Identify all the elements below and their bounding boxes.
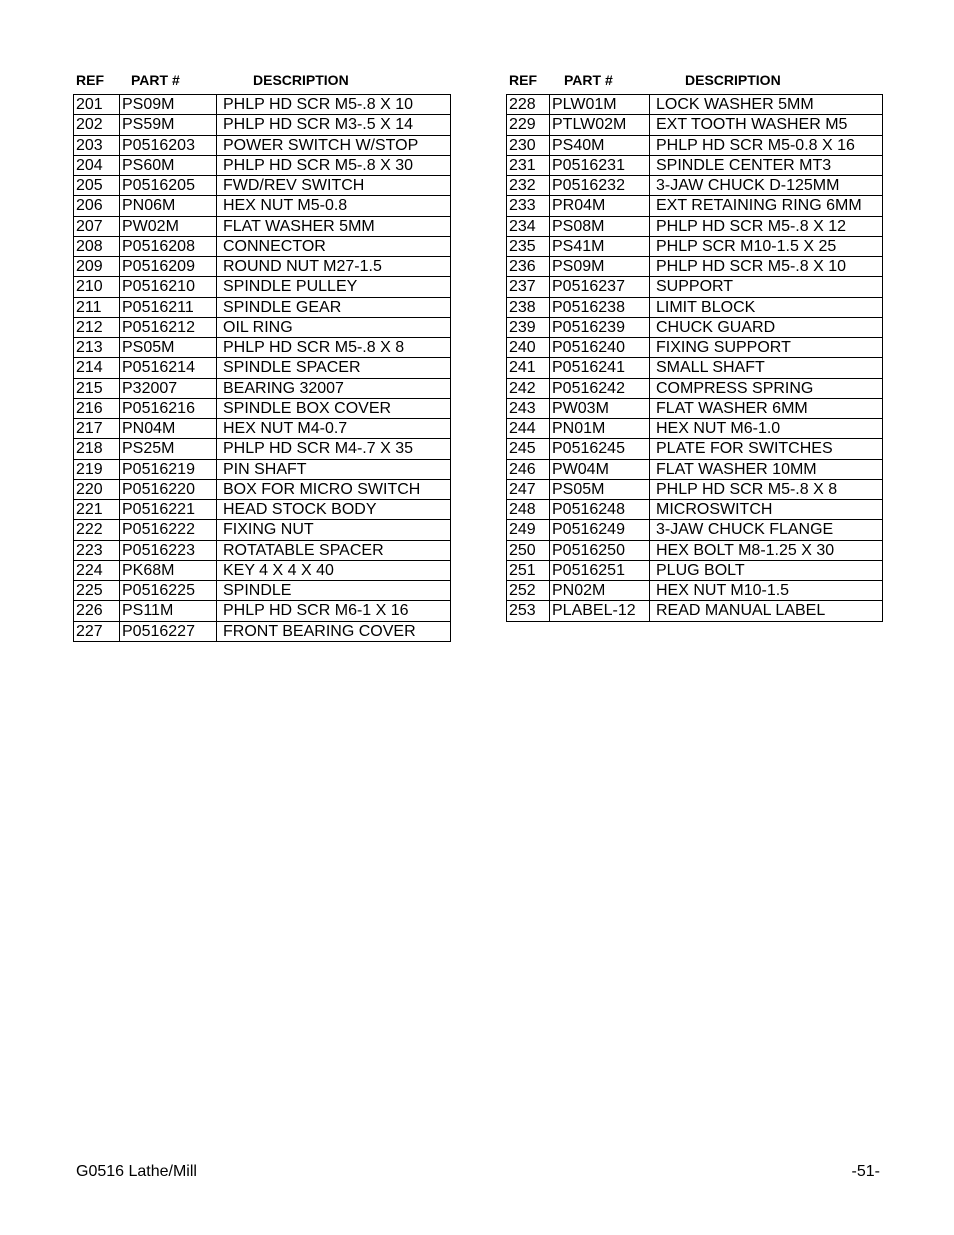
table-row xyxy=(74,419,451,439)
ref-cell: 220 xyxy=(74,479,120,499)
ref-cell: 215 xyxy=(74,378,120,398)
table-row xyxy=(507,216,883,236)
table-row xyxy=(74,621,451,641)
part-number-cell: P0516205 xyxy=(120,176,217,196)
description-cell: HEAD STOCK BODY xyxy=(217,500,451,520)
description-cell: MICROSWITCH xyxy=(650,500,883,520)
table-row xyxy=(507,196,883,216)
description-cell: EXT RETAINING RING 6MM xyxy=(650,196,883,216)
ref-cell: 227 xyxy=(74,621,120,641)
part-number-cell: P0516216 xyxy=(120,398,217,418)
part-number-cell: PTLW02M xyxy=(550,115,650,135)
table-row xyxy=(507,398,883,418)
description-cell: SPINDLE PULLEY xyxy=(217,277,451,297)
table-row xyxy=(507,459,883,479)
table-row xyxy=(507,338,883,358)
table-row xyxy=(74,540,451,560)
table-row xyxy=(74,338,451,358)
parts-table-left xyxy=(73,72,451,642)
description-cell: FIXING SUPPORT xyxy=(650,338,883,358)
table-row xyxy=(74,520,451,540)
table-row xyxy=(507,257,883,277)
part-number-cell: P0516251 xyxy=(550,560,650,580)
ref-cell: 214 xyxy=(74,358,120,378)
table-row xyxy=(507,236,883,256)
header-ref: REF xyxy=(509,72,537,88)
table-row xyxy=(74,135,451,155)
part-number-cell: P0516212 xyxy=(120,317,217,337)
parts-table-right xyxy=(506,72,883,622)
part-number-cell: PS41M xyxy=(550,236,650,256)
description-cell: PHLP HD SCR M3-.5 X 14 xyxy=(217,115,451,135)
ref-cell: 251 xyxy=(507,560,550,580)
table-row xyxy=(507,297,883,317)
ref-cell: 222 xyxy=(74,520,120,540)
description-cell: OIL RING xyxy=(217,317,451,337)
ref-cell: 207 xyxy=(74,216,120,236)
description-cell: COMPRESS SPRING xyxy=(650,378,883,398)
part-number-cell: PS05M xyxy=(120,338,217,358)
ref-cell: 252 xyxy=(507,581,550,601)
part-number-cell: P0516225 xyxy=(120,581,217,601)
part-number-cell: PK68M xyxy=(120,560,217,580)
part-number-cell: PS05M xyxy=(550,479,650,499)
description-cell: PHLP SCR M10-1.5 X 25 xyxy=(650,236,883,256)
ref-cell: 249 xyxy=(507,520,550,540)
part-number-cell: P0516248 xyxy=(550,500,650,520)
description-cell: POWER SWITCH W/STOP xyxy=(217,135,451,155)
description-cell: SPINDLE CENTER MT3 xyxy=(650,155,883,175)
description-cell: CHUCK GUARD xyxy=(650,317,883,337)
ref-cell: 242 xyxy=(507,378,550,398)
description-cell: PHLP HD SCR M5-.8 X 8 xyxy=(217,338,451,358)
table-row xyxy=(74,601,451,621)
description-cell: SPINDLE GEAR xyxy=(217,297,451,317)
ref-cell: 235 xyxy=(507,236,550,256)
description-cell: LOCK WASHER 5MM xyxy=(650,95,883,115)
part-number-cell: P0516221 xyxy=(120,500,217,520)
description-cell: PHLP HD SCR M5-.8 X 10 xyxy=(217,95,451,115)
ref-cell: 230 xyxy=(507,135,550,155)
ref-cell: 241 xyxy=(507,358,550,378)
table-row xyxy=(507,378,883,398)
description-cell: PHLP HD SCR M5-.8 X 8 xyxy=(650,479,883,499)
ref-cell: 209 xyxy=(74,257,120,277)
description-cell: FLAT WASHER 10MM xyxy=(650,459,883,479)
ref-cell: 234 xyxy=(507,216,550,236)
table-row xyxy=(74,277,451,297)
table-row xyxy=(74,439,451,459)
part-number-cell: PS09M xyxy=(120,95,217,115)
part-number-cell: PS40M xyxy=(550,135,650,155)
table-row xyxy=(74,155,451,175)
table-row xyxy=(507,95,883,115)
ref-cell: 245 xyxy=(507,439,550,459)
part-number-cell: P0516239 xyxy=(550,317,650,337)
part-number-cell: P0516241 xyxy=(550,358,650,378)
table-row xyxy=(74,176,451,196)
description-cell: HEX NUT M6-1.0 xyxy=(650,419,883,439)
ref-cell: 236 xyxy=(507,257,550,277)
table-row xyxy=(507,317,883,337)
page-number: -51- xyxy=(851,1163,880,1180)
description-cell: 3-JAW CHUCK D-125MM xyxy=(650,176,883,196)
part-number-cell: PS59M xyxy=(120,115,217,135)
description-cell: PLUG BOLT xyxy=(650,560,883,580)
part-number-cell: PLABEL-12 xyxy=(550,601,650,621)
table-row xyxy=(74,479,451,499)
description-cell: PIN SHAFT xyxy=(217,459,451,479)
part-number-cell: P0516249 xyxy=(550,520,650,540)
header-description: DESCRIPTION xyxy=(685,72,781,88)
part-number-cell: P0516210 xyxy=(120,277,217,297)
part-number-cell: P32007 xyxy=(120,378,217,398)
ref-cell: 211 xyxy=(74,297,120,317)
table-row xyxy=(507,520,883,540)
part-number-cell: P0516203 xyxy=(120,135,217,155)
ref-cell: 223 xyxy=(74,540,120,560)
table-row xyxy=(507,358,883,378)
part-number-cell: P0516242 xyxy=(550,378,650,398)
description-cell: SPINDLE xyxy=(217,581,451,601)
table-row xyxy=(74,236,451,256)
table-row xyxy=(507,155,883,175)
description-cell: 3-JAW CHUCK FLANGE xyxy=(650,520,883,540)
table-row xyxy=(74,216,451,236)
ref-cell: 201 xyxy=(74,95,120,115)
part-number-cell: P0516237 xyxy=(550,277,650,297)
ref-cell: 213 xyxy=(74,338,120,358)
table-row xyxy=(74,398,451,418)
part-number-cell: PS08M xyxy=(550,216,650,236)
part-number-cell: P0516220 xyxy=(120,479,217,499)
description-cell: BOX FOR MICRO SWITCH xyxy=(217,479,451,499)
part-number-cell: P0516219 xyxy=(120,459,217,479)
ref-cell: 203 xyxy=(74,135,120,155)
ref-cell: 221 xyxy=(74,500,120,520)
part-number-cell: P0516214 xyxy=(120,358,217,378)
ref-cell: 224 xyxy=(74,560,120,580)
ref-cell: 212 xyxy=(74,317,120,337)
table-row xyxy=(507,560,883,580)
description-cell: ROUND NUT M27-1.5 xyxy=(217,257,451,277)
ref-cell: 229 xyxy=(507,115,550,135)
description-cell: HEX NUT M4-0.7 xyxy=(217,419,451,439)
table-row xyxy=(74,500,451,520)
ref-cell: 250 xyxy=(507,540,550,560)
description-cell: EXT TOOTH WASHER M5 xyxy=(650,115,883,135)
table-row xyxy=(507,500,883,520)
table-row xyxy=(507,601,883,621)
ref-cell: 202 xyxy=(74,115,120,135)
part-number-cell: PW04M xyxy=(550,459,650,479)
table-row xyxy=(74,317,451,337)
part-number-cell: P0516238 xyxy=(550,297,650,317)
ref-cell: 232 xyxy=(507,176,550,196)
ref-cell: 218 xyxy=(74,439,120,459)
ref-cell: 247 xyxy=(507,479,550,499)
table-row xyxy=(74,459,451,479)
parts-list-right xyxy=(506,94,883,622)
description-cell: PHLP HD SCR M5-.8 X 12 xyxy=(650,216,883,236)
part-number-cell: PN04M xyxy=(120,419,217,439)
description-cell: FWD/REV SWITCH xyxy=(217,176,451,196)
table-row xyxy=(507,581,883,601)
header-ref: REF xyxy=(76,72,104,88)
ref-cell: 226 xyxy=(74,601,120,621)
ref-cell: 248 xyxy=(507,500,550,520)
part-number-cell: P0516227 xyxy=(120,621,217,641)
ref-cell: 228 xyxy=(507,95,550,115)
description-cell: PHLP HD SCR M5-.8 X 30 xyxy=(217,155,451,175)
parts-list-left xyxy=(73,94,451,642)
ref-cell: 219 xyxy=(74,459,120,479)
part-number-cell: P0516231 xyxy=(550,155,650,175)
table-row xyxy=(74,560,451,580)
part-number-cell: P0516211 xyxy=(120,297,217,317)
description-cell: SPINDLE BOX COVER xyxy=(217,398,451,418)
description-cell: READ MANUAL LABEL xyxy=(650,601,883,621)
description-cell: PHLP HD SCR M5-0.8 X 16 xyxy=(650,135,883,155)
table-row xyxy=(74,581,451,601)
header-description: DESCRIPTION xyxy=(253,72,349,88)
part-number-cell: P0516232 xyxy=(550,176,650,196)
part-number-cell: PN06M xyxy=(120,196,217,216)
table-row xyxy=(507,135,883,155)
description-cell: FLAT WASHER 5MM xyxy=(217,216,451,236)
table-row xyxy=(74,115,451,135)
table-row xyxy=(507,479,883,499)
description-cell: CONNECTOR xyxy=(217,236,451,256)
table-row xyxy=(507,419,883,439)
ref-cell: 246 xyxy=(507,459,550,479)
table-row xyxy=(74,257,451,277)
ref-cell: 208 xyxy=(74,236,120,256)
ref-cell: 240 xyxy=(507,338,550,358)
ref-cell: 225 xyxy=(74,581,120,601)
table-row xyxy=(507,176,883,196)
part-number-cell: PS11M xyxy=(120,601,217,621)
ref-cell: 243 xyxy=(507,398,550,418)
description-cell: PHLP HD SCR M4-.7 X 35 xyxy=(217,439,451,459)
table-header-left xyxy=(73,72,450,94)
table-row xyxy=(74,378,451,398)
part-number-cell: PLW01M xyxy=(550,95,650,115)
ref-cell: 239 xyxy=(507,317,550,337)
part-number-cell: PW02M xyxy=(120,216,217,236)
part-number-cell: PN02M xyxy=(550,581,650,601)
part-number-cell: PR04M xyxy=(550,196,650,216)
table-row xyxy=(74,297,451,317)
description-cell: SMALL SHAFT xyxy=(650,358,883,378)
part-number-cell: P0516223 xyxy=(120,540,217,560)
part-number-cell: PS09M xyxy=(550,257,650,277)
description-cell: FRONT BEARING COVER xyxy=(217,621,451,641)
header-part-number: PART # xyxy=(131,72,180,88)
table-header-right xyxy=(506,72,882,94)
description-cell: FIXING NUT xyxy=(217,520,451,540)
table-row xyxy=(74,95,451,115)
table-row xyxy=(507,277,883,297)
table-row xyxy=(74,358,451,378)
part-number-cell: PW03M xyxy=(550,398,650,418)
description-cell: SUPPORT xyxy=(650,277,883,297)
part-number-cell: P0516245 xyxy=(550,439,650,459)
description-cell: PHLP HD SCR M5-.8 X 10 xyxy=(650,257,883,277)
description-cell: HEX NUT M10-1.5 xyxy=(650,581,883,601)
table-row xyxy=(507,540,883,560)
description-cell: FLAT WASHER 6MM xyxy=(650,398,883,418)
ref-cell: 217 xyxy=(74,419,120,439)
ref-cell: 233 xyxy=(507,196,550,216)
description-cell: ROTATABLE SPACER xyxy=(217,540,451,560)
part-number-cell: P0516209 xyxy=(120,257,217,277)
part-number-cell: P0516222 xyxy=(120,520,217,540)
description-cell: PLATE FOR SWITCHES xyxy=(650,439,883,459)
description-cell: LIMIT BLOCK xyxy=(650,297,883,317)
footer-title: G0516 Lathe/Mill xyxy=(76,1163,197,1180)
description-cell: KEY 4 X 4 X 40 xyxy=(217,560,451,580)
table-row xyxy=(507,439,883,459)
ref-cell: 204 xyxy=(74,155,120,175)
description-cell: BEARING 32007 xyxy=(217,378,451,398)
ref-cell: 238 xyxy=(507,297,550,317)
description-cell: HEX NUT M5-0.8 xyxy=(217,196,451,216)
ref-cell: 205 xyxy=(74,176,120,196)
description-cell: HEX BOLT M8-1.25 X 30 xyxy=(650,540,883,560)
ref-cell: 244 xyxy=(507,419,550,439)
ref-cell: 206 xyxy=(74,196,120,216)
part-number-cell: PS25M xyxy=(120,439,217,459)
part-number-cell: PS60M xyxy=(120,155,217,175)
part-number-cell: P0516240 xyxy=(550,338,650,358)
ref-cell: 216 xyxy=(74,398,120,418)
table-row xyxy=(74,196,451,216)
ref-cell: 253 xyxy=(507,601,550,621)
ref-cell: 237 xyxy=(507,277,550,297)
table-row xyxy=(507,115,883,135)
description-cell: PHLP HD SCR M6-1 X 16 xyxy=(217,601,451,621)
description-cell: SPINDLE SPACER xyxy=(217,358,451,378)
part-number-cell: P0516250 xyxy=(550,540,650,560)
part-number-cell: P0516208 xyxy=(120,236,217,256)
part-number-cell: PN01M xyxy=(550,419,650,439)
ref-cell: 210 xyxy=(74,277,120,297)
ref-cell: 231 xyxy=(507,155,550,175)
header-part-number: PART # xyxy=(564,72,613,88)
